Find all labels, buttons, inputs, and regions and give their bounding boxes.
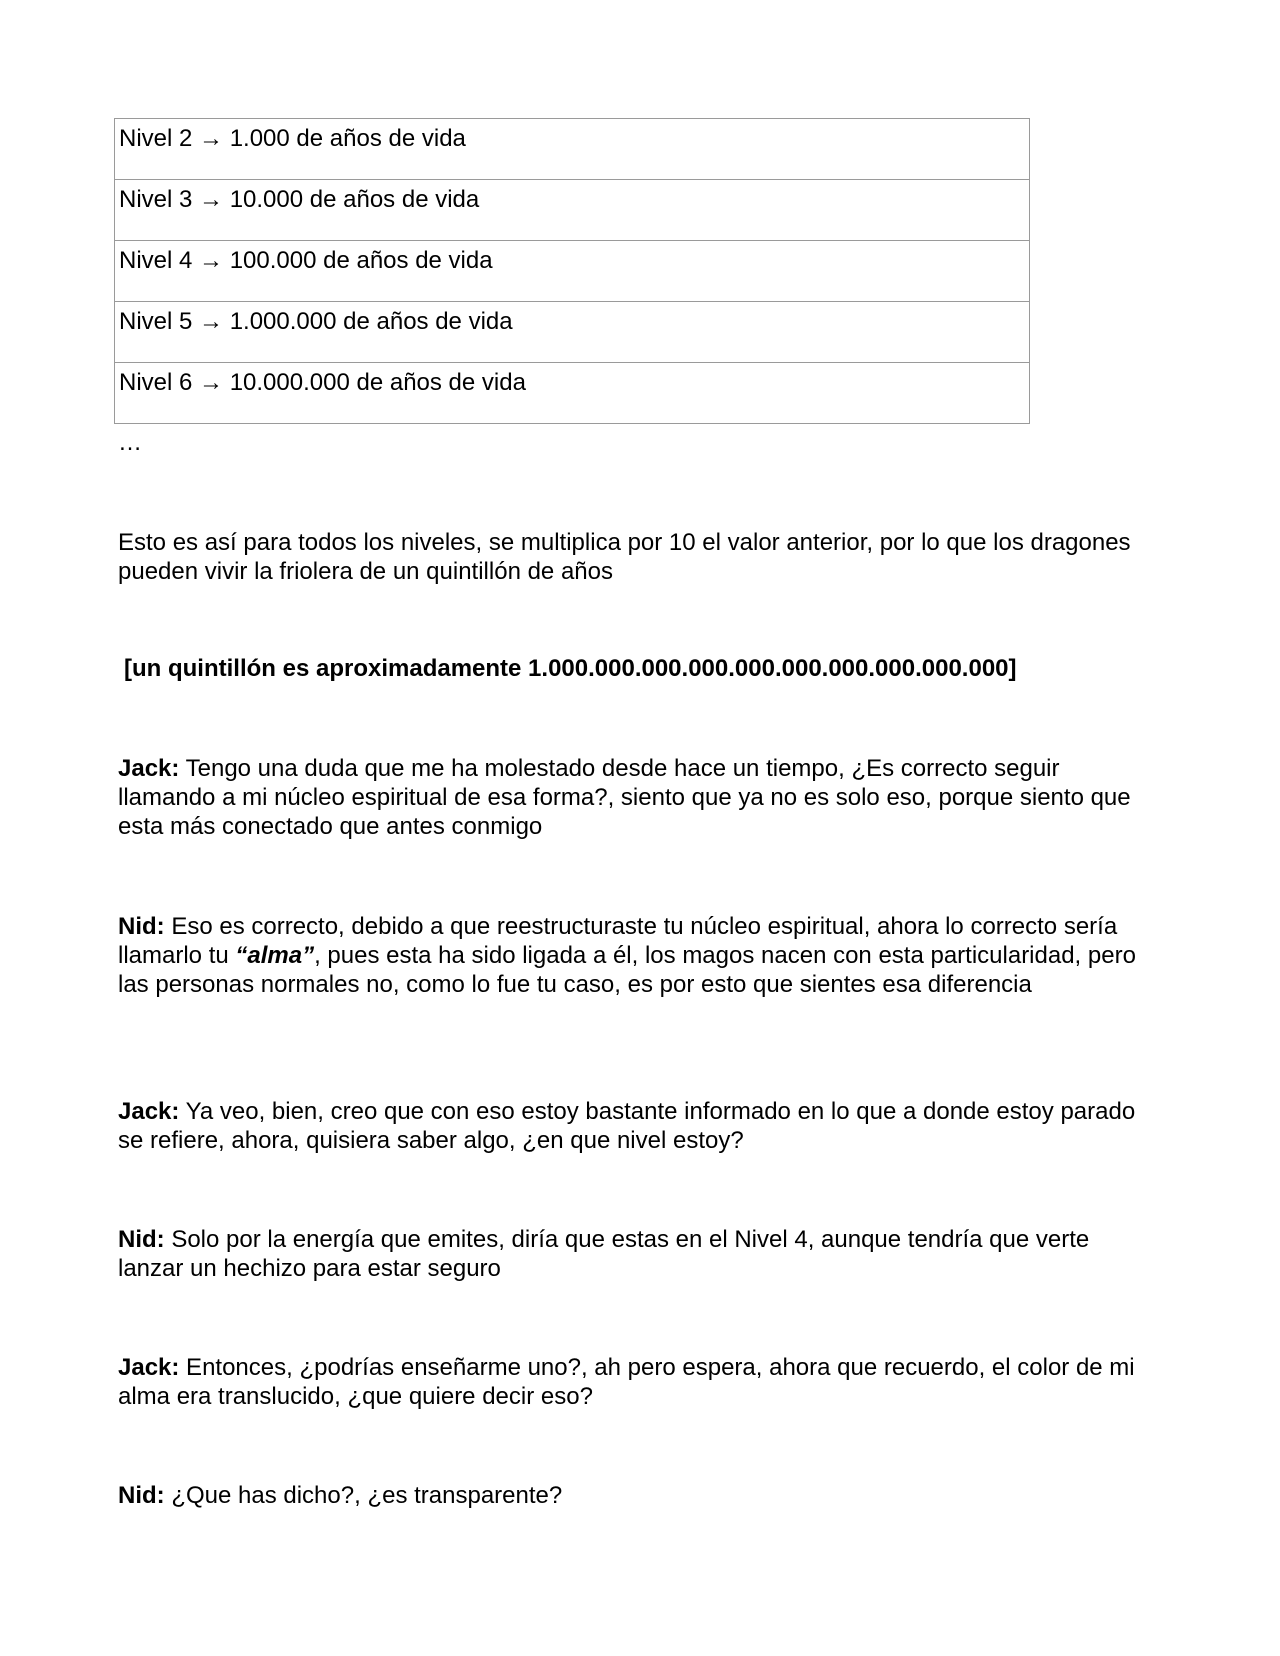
level-cell: Nivel 3 → 10.000 de años de vida: [115, 180, 1030, 241]
dialogue-line: [118, 1225, 1158, 1283]
dialogue-text: Eso es correcto, debido a que reestructuraste tu núcleo espiritual, ahora lo correcto sería llamarlo tu: [118, 913, 1118, 969]
speaker-name: Nid:: [118, 913, 165, 940]
dialogue-line: [118, 912, 1158, 999]
dialogue-line: [118, 1353, 1158, 1411]
dialogue-line: [118, 1481, 1158, 1510]
ellipsis-text: …: [118, 429, 142, 456]
speaker-name: Nid:: [118, 1226, 165, 1253]
dialogue-text: Tengo una duda que me ha molestado desde hace un tiempo, ¿Es correcto seguir llamando a mi núcleo espiritual de esa forma?, siento que ya no es solo eso, porque siento que esta más conectado que antes conmigo: [118, 755, 1131, 840]
levels-table: [114, 118, 1030, 424]
emphasis-word: “alma”: [235, 942, 315, 969]
level-cell: Nivel 4 → 100.000 de años de vida: [115, 241, 1030, 302]
dialogue-text: , pues esta ha sido ligada a él, los magos nacen con esta particularidad, pero las personas normales no, como lo fue tu caso, es por esto que sientes esa diferencia: [118, 942, 1136, 998]
level-cell: Nivel 5 → 1.000.000 de años de vida: [115, 302, 1030, 363]
intro-paragraph: Esto es así para todos los niveles, se multiplica por 10 el valor anterior, por lo que los dragones pueden vivir la friolera de un quintillón de años: [118, 529, 1131, 585]
quintillion-note: [un quintillón es aproximadamente 1.000.000.000.000.000.000.000.000.000.000]: [124, 655, 1017, 682]
dialogue-text: Ya veo, bien, creo que con eso estoy bastante informado en lo que a donde estoy parado se refiere, ahora, quisiera saber algo, ¿en que nivel estoy?: [118, 1098, 1136, 1154]
table-row: [115, 302, 1030, 363]
level-cell: Nivel 2 → 1.000 de años de vida: [115, 119, 1030, 180]
speaker-name: Jack:: [118, 755, 180, 782]
speaker-name: Jack:: [118, 1098, 180, 1125]
table-row: [115, 180, 1030, 241]
dialogue-text: Entonces, ¿podrías enseñarme uno?, ah pero espera, ahora que recuerdo, el color de mi alma era translucido, ¿que quiere decir eso?: [118, 1354, 1135, 1410]
speaker-name: Jack:: [118, 1354, 180, 1381]
table-row: [115, 241, 1030, 302]
table-row: [115, 119, 1030, 180]
dialogue-line: [118, 754, 1158, 841]
table-row: [115, 363, 1030, 424]
level-cell: Nivel 6 → 10.000.000 de años de vida: [115, 363, 1030, 424]
dialogue-line: [118, 1097, 1158, 1155]
dialogue-text: Solo por la energía que emites, diría que estas en el Nivel 4, aunque tendría que verte lanzar un hechizo para estar seguro: [118, 1226, 1090, 1282]
speaker-name: Nid:: [118, 1482, 165, 1509]
dialogue-text: ¿Que has dicho?, ¿es transparente?: [164, 1482, 563, 1509]
